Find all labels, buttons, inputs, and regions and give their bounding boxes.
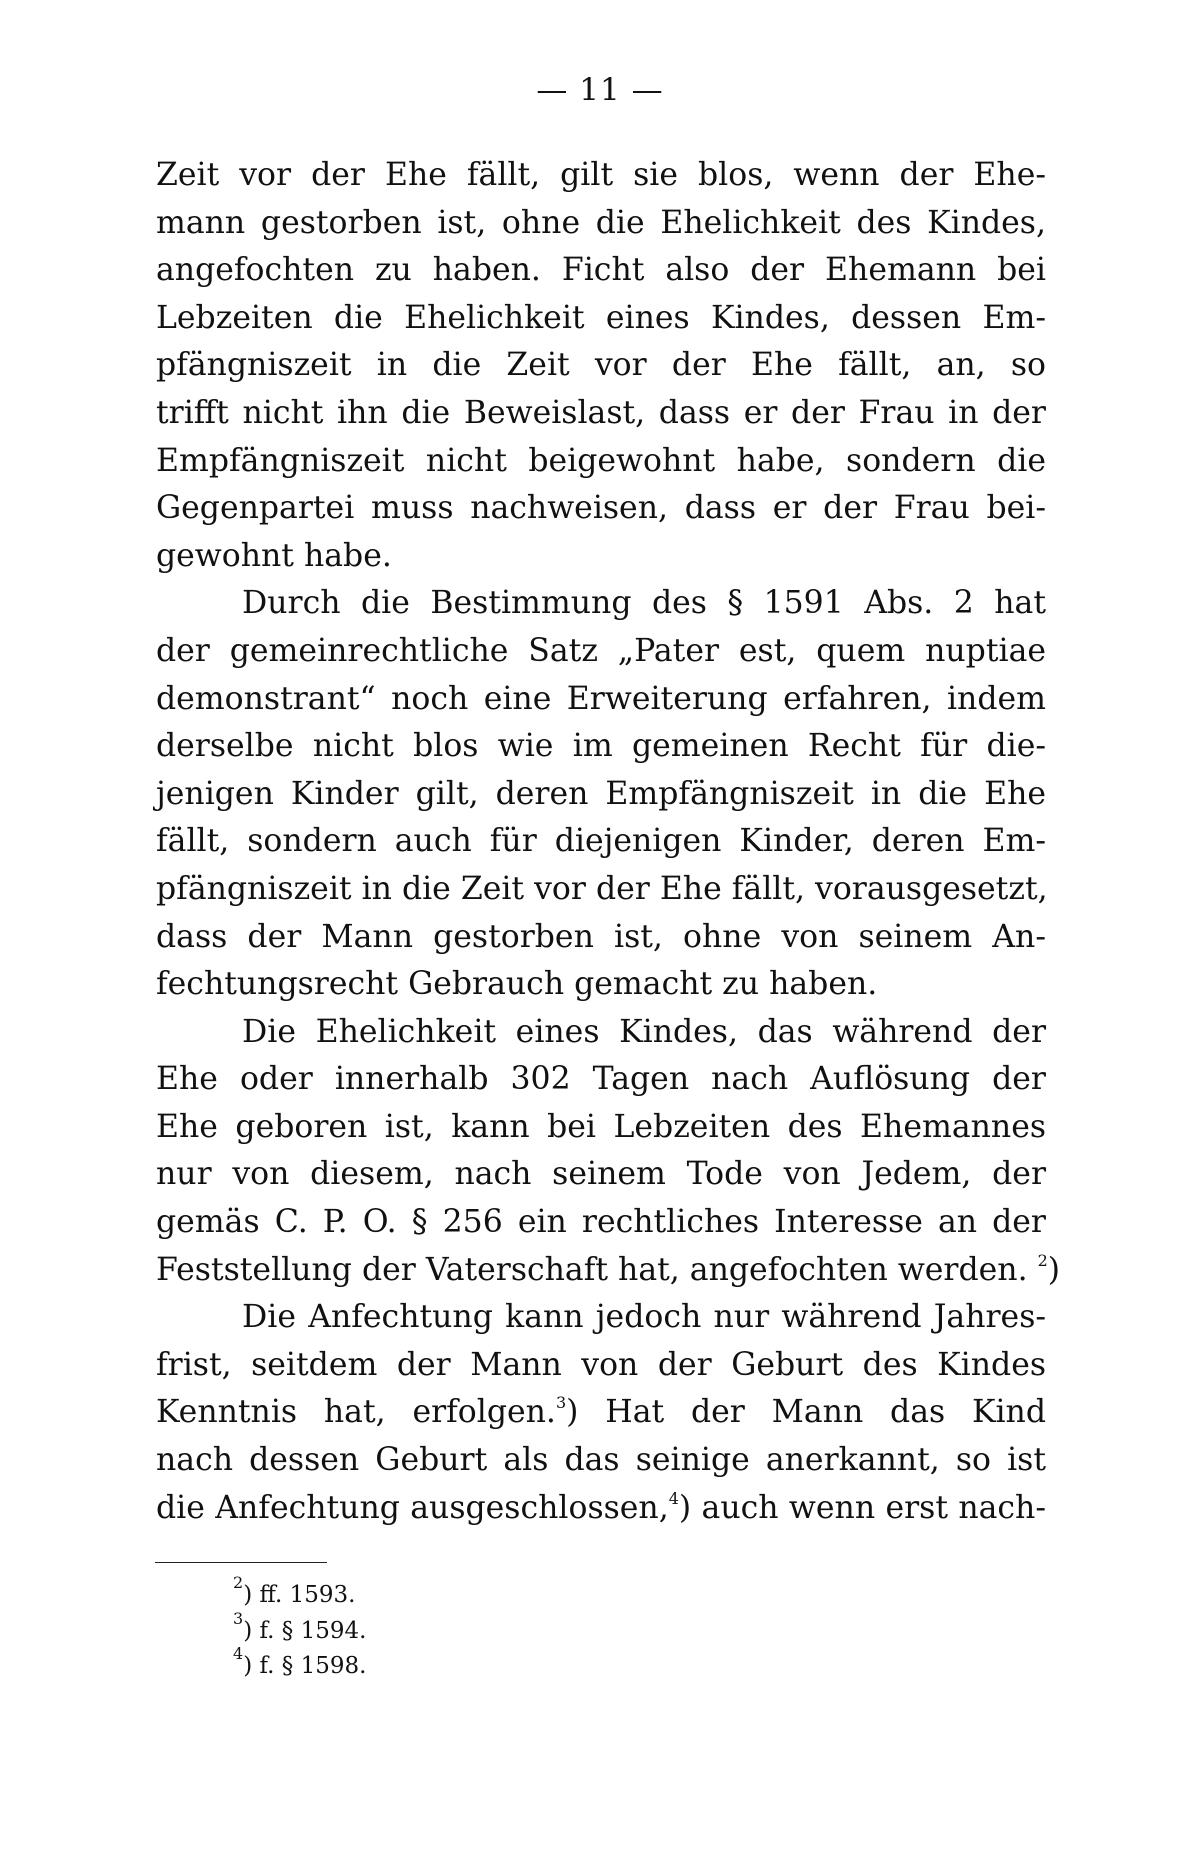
text-line: Die Anfechtung kann jedoch nur während Jahres- bbox=[242, 1299, 1046, 1336]
text-line-content: Feststellung der Vaterschaft hat, angefochten werden. bbox=[156, 1251, 1028, 1288]
text-line: fechtungsrecht Gebrauch gemacht zu haben. bbox=[156, 966, 878, 1003]
text-line: pfängniszeit in die Zeit vor der Ehe fällt, vorausgesetzt, bbox=[156, 870, 1048, 907]
paragraph-3 bbox=[156, 1009, 1061, 1295]
footnotes bbox=[233, 1573, 367, 1685]
footnote-text: ) f. § 1594. bbox=[243, 1617, 367, 1644]
text-line: Lebzeiten die Ehelichkeit eines Kindes, dessen Em- bbox=[156, 299, 1046, 336]
footnote-separator bbox=[155, 1562, 327, 1563]
footnote bbox=[233, 1608, 367, 1650]
footnote-reference-paren: ) bbox=[1047, 1251, 1061, 1288]
text-line: Die Ehelichkeit eines Kindes, das während der bbox=[242, 1013, 1046, 1050]
text-line: mann gestorben ist, ohne die Ehelichkeit des Kindes, bbox=[156, 204, 1046, 241]
text-line: Ehe oder innerhalb 302 Tagen nach Auflösung der bbox=[156, 1061, 1046, 1098]
footnote-text: ) f. § 1598. bbox=[243, 1653, 367, 1679]
text-line: der gemeinrechtliche Satz „Pater est, quem nuptiae bbox=[156, 632, 1046, 669]
text-line: gemäs C. P. O. § 256 ein rechtliches Interesse an der bbox=[156, 1204, 1046, 1241]
text-line: Ehe geboren ist, kann bei Lebzeiten des Ehemannes bbox=[156, 1108, 1046, 1145]
text-line: angefochten zu haben. Ficht also der Ehemann bei bbox=[156, 252, 1046, 289]
page-number: — 11 — bbox=[536, 72, 664, 108]
text-fragment: Kenntnis hat, erfolgen. bbox=[156, 1394, 556, 1431]
footnote-text: ) ff. 1593. bbox=[243, 1582, 356, 1608]
text-line: jenigen Kinder gilt, deren Empfängniszeit in die Ehe bbox=[156, 775, 1046, 812]
footnote-reference: 3 bbox=[555, 1393, 567, 1413]
footnote-reference: 2 bbox=[1037, 1250, 1048, 1270]
text-line bbox=[156, 1247, 1061, 1295]
footnote-mark: 4 bbox=[233, 1644, 244, 1663]
text-line: dass der Mann gestorben ist, ohne von seinem An- bbox=[156, 918, 1046, 955]
text-line: gewohnt habe. bbox=[156, 537, 392, 574]
text-line: Durch die Bestimmung des § 1591 Abs. 2 hat bbox=[242, 585, 1046, 622]
paragraph-4 bbox=[156, 1294, 1046, 1532]
text-line: pfängniszeit in die Zeit vor der Ehe fällt, an, so bbox=[156, 347, 1046, 384]
text-line bbox=[156, 1389, 1046, 1437]
text-line: fällt, sondern auch für diejenigen Kinder, deren Em- bbox=[156, 823, 1046, 860]
footnote bbox=[233, 1573, 366, 1614]
text-line: Gegenpartei muss nachweisen, dass er der Frau bei- bbox=[156, 490, 1046, 527]
text-line: frist, seitdem der Mann von der Geburt des Kindes bbox=[156, 1346, 1046, 1383]
footnote bbox=[233, 1644, 367, 1685]
text-line: nur von diesem, nach seinem Tode von Jedem, der bbox=[156, 1156, 1046, 1193]
text-line: Zeit vor der Ehe fällt, gilt sie blos, wenn der Ehe- bbox=[156, 157, 1046, 193]
text-line bbox=[156, 1485, 1046, 1533]
paragraph-2 bbox=[156, 580, 1046, 1008]
text-line: Empfängniszeit nicht beigewohnt habe, sondern die bbox=[156, 442, 1046, 479]
text-fragment: die Anfechtung ausgeschlossen, bbox=[156, 1489, 669, 1526]
footnote-mark: 2 bbox=[233, 1573, 244, 1592]
footnote-reference: 4 bbox=[668, 1488, 679, 1508]
footnote-mark: 3 bbox=[233, 1608, 244, 1628]
body-text bbox=[156, 152, 1061, 1532]
text-line: nach dessen Geburt als das seinige anerkannt, so ist bbox=[156, 1442, 1046, 1479]
paragraph-1 bbox=[156, 152, 1046, 580]
text-line: demonstrant“ noch eine Erweiterung erfahren, indem bbox=[156, 680, 1046, 717]
text-line: trifft nicht ihn die Beweislast, dass er der Frau in der bbox=[156, 394, 1046, 431]
text-fragment: ) auch wenn erst nach- bbox=[678, 1489, 1046, 1526]
text-line: derselbe nicht blos wie im gemeinen Recht für die- bbox=[156, 728, 1046, 765]
text-fragment: ) Hat der Mann das Kind bbox=[566, 1394, 1047, 1431]
